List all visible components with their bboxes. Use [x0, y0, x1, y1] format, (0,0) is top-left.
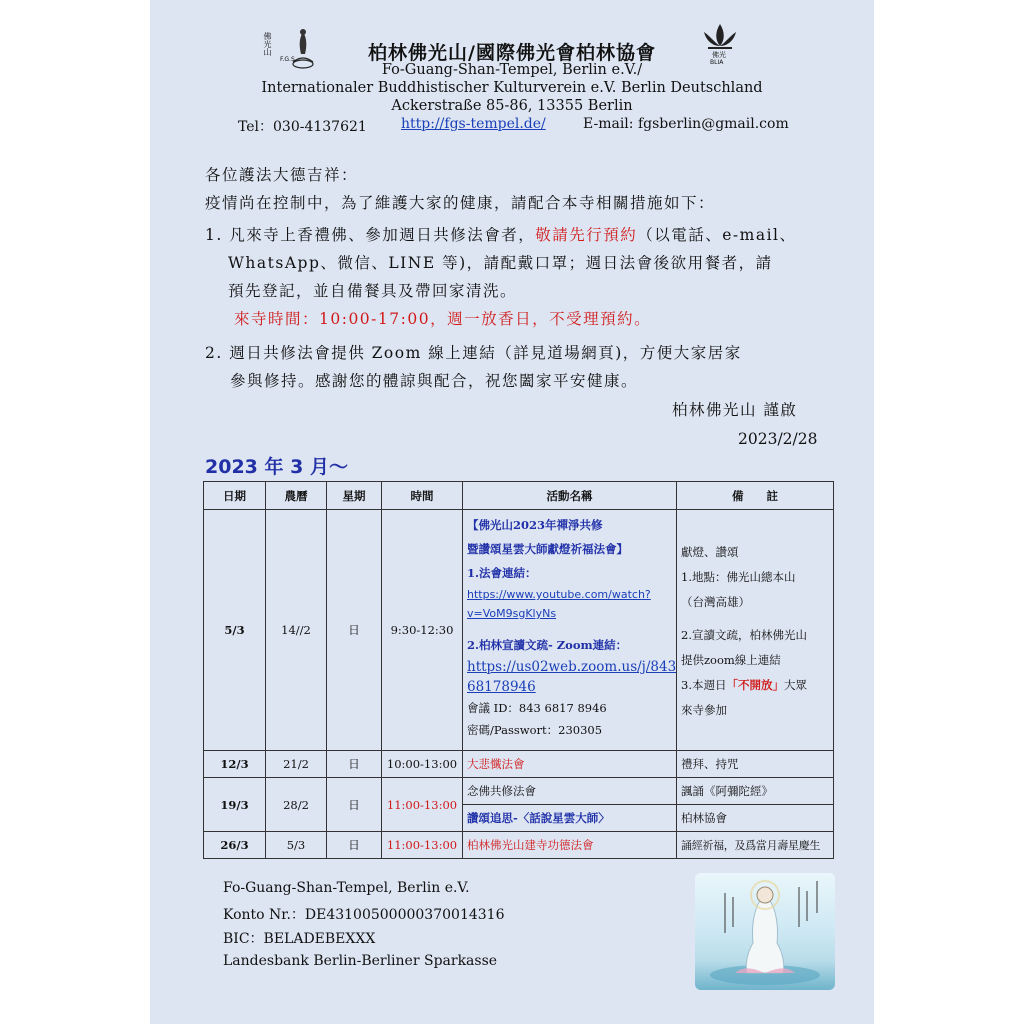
bank-bic: BIC：BELADEBEXXX: [223, 931, 376, 947]
item1-part-a: 1. 凡來寺上香禮佛、參加週日共修法會者，: [205, 226, 536, 244]
header-lunar: 農曆: [266, 482, 327, 510]
row1-date: 5/3: [204, 510, 266, 751]
meeting-id: 會議 ID：843 6817 8946: [467, 701, 607, 715]
item1-part-b: （以電話、e-mail、: [637, 226, 797, 244]
row1-note-5: 提供zoom線上連結: [681, 653, 781, 667]
row4-activity: 柏林佛光山建寺功德法會: [463, 832, 677, 859]
header-activity: 活動名稱: [463, 482, 677, 510]
row4-weekday: 日: [327, 832, 382, 859]
row1-note-7: 來寺參加: [681, 703, 727, 717]
table-row: [204, 832, 834, 859]
notice-item-2-line-2: 參與修持。感謝您的體諒與配合，祝您闔家平安健康。: [230, 372, 639, 390]
header-time: 時間: [382, 482, 463, 510]
notice-item-1-line-2: WhatsApp、微信、LINE 等)，請配戴口罩；週日法會後欲用餐者，請: [228, 254, 773, 272]
row1-lunar: 14//2: [266, 510, 327, 751]
logo-left-bottom-text: F.G.S.: [280, 56, 297, 63]
header-email: E-mail: fgsberlin@gmail.com: [583, 116, 789, 132]
row1-note-4: 2.宣讀文疏，柏林佛光山: [681, 628, 807, 642]
row4-time: 11:00-13:00: [382, 832, 463, 859]
row1-notes: [677, 510, 834, 751]
row1-link1-label: 1.法會連結：: [467, 566, 537, 580]
notice-signature: 柏林佛光山 謹啟: [672, 401, 798, 419]
blia-lotus-logo-icon: [698, 20, 742, 68]
row1-link2-label: 2.柏林宣讀文疏- Zoom連結：: [467, 638, 628, 652]
row1-activity: [463, 510, 677, 751]
row1-note-1: 獻燈、讚頌: [681, 545, 739, 559]
row1-activity-title-1: 【佛光山2023年禪淨共修: [467, 518, 603, 532]
table-row: [204, 751, 834, 778]
zoom-link-cont[interactable]: 68178946: [467, 679, 536, 695]
youtube-link-cont[interactable]: v=VoM9sgKlyNs: [467, 607, 557, 620]
row1-weekday: 日: [327, 510, 382, 751]
row2-time: 10:00-13:00: [382, 751, 463, 778]
meeting-password: 密碼/Passwort：230305: [467, 723, 603, 737]
notice-item-2-line-1: 2. 週日共修法會提供 Zoom 線上連結（詳見道場網頁)，方便大家居家: [205, 344, 742, 362]
header-tel: Tel：030-4137621: [238, 119, 367, 135]
row2-lunar: 21/2: [266, 751, 327, 778]
header-notes: 備 註: [677, 482, 834, 510]
zoom-link[interactable]: https://us02web.zoom.us/j/843: [467, 659, 677, 675]
schedule-title: 2023 年 3 月～: [205, 456, 348, 478]
row4-date: 26/3: [204, 832, 266, 859]
table-row: [204, 778, 834, 805]
row1-note-6-b: 大眾: [783, 678, 807, 692]
notice-greeting: 各位護法大德吉祥：: [205, 166, 359, 184]
guanyin-picture: [695, 873, 835, 990]
row1-note-6-red: 「不開放」: [726, 678, 784, 692]
header-line-3: Ackerstraße 85-86, 13355 Berlin: [391, 98, 633, 114]
notice-item-1-line-3: 預先登記，並自備餐具及帶回家清洗。: [228, 282, 518, 300]
schedule-table: [203, 481, 834, 859]
row1-activity-title-2: 暨讚頌星雲大師獻燈祈福法會】: [467, 542, 628, 556]
header-date: 日期: [204, 482, 266, 510]
row1-note-2: 1.地點：佛光山總本山: [681, 570, 796, 584]
row2-date: 12/3: [204, 751, 266, 778]
bank-name: Landesbank Berlin-Berliner Sparkasse: [223, 953, 498, 969]
header-line-1: Fo-Guang-Shan-Tempel, Berlin e.V./: [381, 62, 643, 78]
header-title: 柏林佛光山/國際佛光會柏林協會: [368, 42, 656, 64]
header-website-link[interactable]: http://fgs-tempel.de/: [401, 116, 546, 132]
row3-lunar: 28/2: [266, 778, 327, 832]
bank-konto: Konto Nr.：DE43100500000370014316: [223, 907, 505, 923]
row2-note: 禮拜、持咒: [677, 751, 834, 778]
row2-weekday: 日: [327, 751, 382, 778]
notice-date: 2023/2/28: [738, 430, 818, 448]
header-weekday: 星期: [327, 482, 382, 510]
row1-time: 9:30-12:30: [382, 510, 463, 751]
row3-weekday: 日: [327, 778, 382, 832]
table-row: [204, 510, 834, 751]
logo-left-top-text: 佛光山: [263, 32, 272, 56]
logo-right-top-text: 佛光: [712, 51, 726, 59]
row3-note-b: 柏林協會: [677, 805, 834, 832]
table-header-row: [204, 482, 834, 510]
row4-note: 誦經祈福，及爲當月壽星慶生: [677, 832, 834, 859]
row3-note-a: 諷誦《阿彌陀經》: [677, 778, 834, 805]
header-line-2: Internationaler Buddhistischer Kulturverein e.V. Berlin Deutschland: [261, 80, 763, 96]
item1-reservation-red: 敬請先行預約: [535, 226, 638, 244]
row2-activity: 大悲懺法會: [463, 751, 677, 778]
row4-lunar: 5/3: [266, 832, 327, 859]
notice-item-1-line-1: [205, 222, 797, 249]
row3-activity-a: 念佛共修法會: [463, 778, 677, 805]
notice-hours: 來寺時間：10:00-17:00，週一放香日，不受理預約。: [234, 310, 652, 328]
row1-note-6-a: 3.本週日: [681, 678, 727, 692]
youtube-link[interactable]: https://www.youtube.com/watch?: [467, 588, 651, 601]
row3-time: 11:00-13:00: [382, 778, 463, 832]
row3-activity-b: 讚頌追思-〈話說星雲大師〉: [463, 805, 677, 832]
bank-account-name: Fo-Guang-Shan-Tempel, Berlin e.V.: [223, 880, 470, 896]
logo-right-bottom-text: BLIA: [710, 59, 724, 66]
row1-note-3: （台灣高雄）: [681, 595, 750, 609]
row1-note-6: [681, 673, 829, 698]
row3-date: 19/3: [204, 778, 266, 832]
notice-intro: 疫情尚在控制中，為了維護大家的健康，請配合本寺相關措施如下：: [205, 194, 716, 212]
document-page: [150, 0, 874, 1024]
